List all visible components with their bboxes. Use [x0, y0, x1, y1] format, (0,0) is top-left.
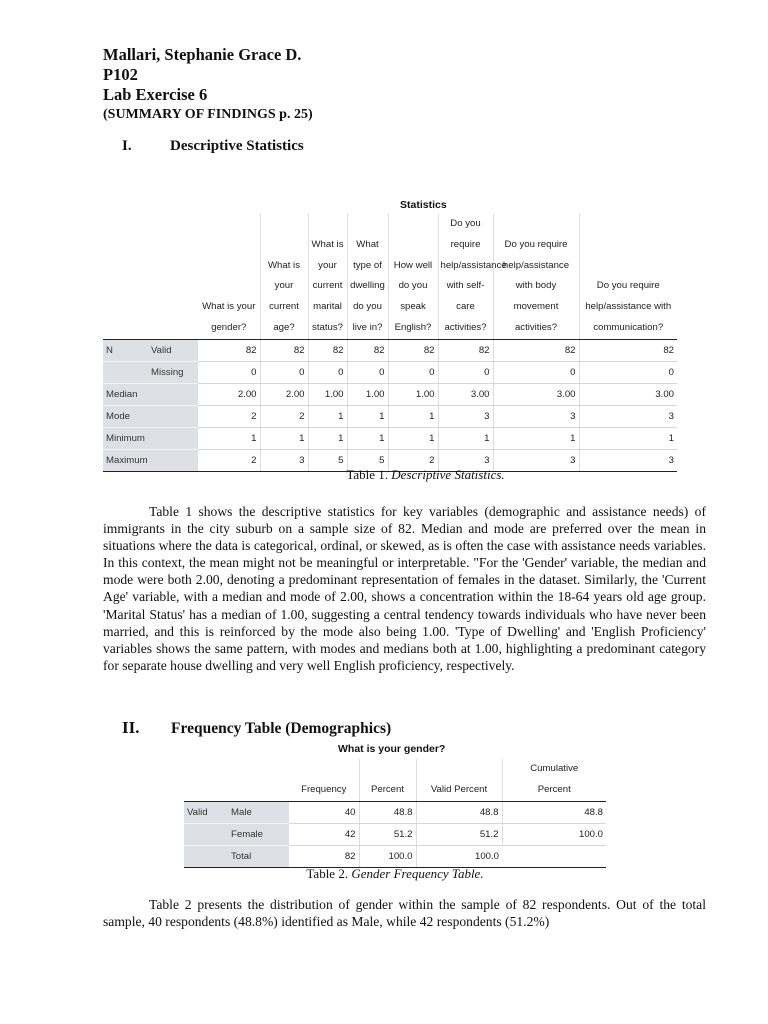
table-cell: 3	[579, 449, 677, 471]
row-label: Missing	[148, 361, 198, 383]
table-cell: 3	[260, 449, 308, 471]
table-row	[103, 427, 748, 449]
table1-header-row	[103, 214, 748, 339]
table-row	[184, 823, 606, 845]
column-header: What type of dwelling do you live in?	[347, 214, 388, 339]
column-header: Frequency	[289, 759, 359, 801]
table-row	[103, 339, 748, 361]
row-label: Median	[103, 383, 198, 405]
table-cell: 82	[260, 339, 308, 361]
table-cell: 3.00	[579, 383, 677, 405]
table-cell: 82	[493, 339, 579, 361]
table-cell: 48.8	[359, 801, 416, 823]
column-header: What is your current marital status?	[308, 214, 347, 339]
section-number: II.	[122, 718, 140, 737]
column-header: Do you require help/assistance with body movement activities?	[493, 214, 579, 339]
table1-title: Statistics	[400, 199, 447, 211]
table-cell: 1	[347, 427, 388, 449]
table-row	[103, 405, 748, 427]
statistics-table	[103, 214, 748, 472]
table-row	[103, 383, 748, 405]
paragraph-2: Table 2 presents the distribution of gender within the sample of 82 respondents. Out of the total sample, 40 respondents (48.8%) identified as Male, while 42 respondents (51.2%)	[103, 897, 706, 930]
table-row	[103, 361, 748, 383]
row-label: Total	[228, 845, 289, 867]
table-cell: 1	[388, 427, 438, 449]
table-cell: 1.00	[347, 383, 388, 405]
table2-caption: Table 2. Gender Frequency Table.	[306, 866, 484, 881]
table-cell: 0	[347, 361, 388, 383]
table2-header-row	[184, 759, 606, 801]
gender-frequency-table	[184, 759, 606, 868]
table-cell: 0	[493, 361, 579, 383]
row-group-label: Valid	[184, 801, 228, 823]
table-cell: 1	[347, 405, 388, 427]
table-cell: 40	[289, 801, 359, 823]
column-header: Do you require help/assistance with communication?	[579, 214, 677, 339]
exercise-title: Lab Exercise 6	[103, 85, 208, 104]
table-cell: 0	[388, 361, 438, 383]
table-cell: 82	[347, 339, 388, 361]
table-cell: 1	[308, 405, 347, 427]
row-label: Maximum	[103, 449, 198, 471]
document-header	[103, 45, 313, 125]
table-cell: 1	[388, 405, 438, 427]
table-cell: 82	[579, 339, 677, 361]
table-cell: 3	[493, 405, 579, 427]
author-name: Mallari, Stephanie Grace D.	[103, 45, 302, 64]
column-header: What is your current age?	[260, 214, 308, 339]
table-cell: 3	[438, 449, 493, 471]
table1-caption: Table 1. Descriptive Statistics.	[346, 467, 505, 482]
table-cell	[502, 845, 606, 867]
table-cell: 3.00	[493, 383, 579, 405]
table-cell: 0	[260, 361, 308, 383]
table-cell: 1	[308, 427, 347, 449]
table-cell: 1	[579, 427, 677, 449]
table-cell: 2.00	[260, 383, 308, 405]
table-cell: 100.0	[502, 823, 606, 845]
table-cell: 1	[438, 427, 493, 449]
table-cell: 0	[438, 361, 493, 383]
section-number: I.	[122, 138, 132, 154]
table-cell: 2	[198, 405, 260, 427]
table-row	[184, 801, 606, 823]
row-group-label	[184, 823, 228, 845]
row-group-label: N	[103, 339, 148, 361]
column-header: Do you require help/assistance with self-care activities?	[438, 214, 493, 339]
table-cell: 100.0	[359, 845, 416, 867]
table-cell: 42	[289, 823, 359, 845]
table-cell: 82	[308, 339, 347, 361]
table-cell: 5	[347, 449, 388, 471]
table-cell: 3	[493, 449, 579, 471]
table-row	[184, 845, 606, 867]
column-header: What is your gender?	[198, 214, 260, 339]
table-cell: 82	[438, 339, 493, 361]
row-label: Female	[228, 823, 289, 845]
row-group-label	[103, 361, 148, 383]
table-cell: 2	[260, 405, 308, 427]
course-code: P102	[103, 65, 138, 84]
table-cell: 82	[388, 339, 438, 361]
table-cell: 0	[579, 361, 677, 383]
table-cell: 100.0	[416, 845, 502, 867]
table-cell: 2	[388, 449, 438, 471]
table-cell: 5	[308, 449, 347, 471]
table-cell: 48.8	[416, 801, 502, 823]
column-header: Cumulative Percent	[502, 759, 606, 801]
table-cell: 82	[289, 845, 359, 867]
row-label: Male	[228, 801, 289, 823]
table-cell: 0	[198, 361, 260, 383]
section-heading-1	[122, 138, 304, 155]
table-cell: 1.00	[388, 383, 438, 405]
table-cell: 3	[579, 405, 677, 427]
table-cell: 1	[260, 427, 308, 449]
section-title: Descriptive Statistics	[170, 138, 304, 154]
document-subtitle: (SUMMARY OF FINDINGS p. 25)	[103, 107, 313, 122]
table-cell: 3.00	[438, 383, 493, 405]
table-cell: 0	[308, 361, 347, 383]
table-cell: 51.2	[359, 823, 416, 845]
column-header: Percent	[359, 759, 416, 801]
table-cell: 1	[493, 427, 579, 449]
table-cell: 3	[438, 405, 493, 427]
table-cell: 1	[198, 427, 260, 449]
section-title: Frequency Table (Demographics)	[171, 720, 392, 737]
column-header: How well do you speak English?	[388, 214, 438, 339]
row-group-label	[184, 845, 228, 867]
column-header: Valid Percent	[416, 759, 502, 801]
table-cell: 2.00	[198, 383, 260, 405]
row-label: Valid	[148, 339, 198, 361]
table-cell: 1.00	[308, 383, 347, 405]
paragraph-1: Table 1 shows the descriptive statistics for key variables (demographic and assistance needs) of immigrants in the city suburb on a sample size of 82. Median and mode are preferred over the mean in situations where the data is categorical, ordinal, or skewed, as is often the case with assistance needs variables. In this context, the mean might not be meaningful or interpretable. "For the 'Gender' variable, the median and mode were both 2.00, denoting a predominant representation of females in the dataset. Similarly, the 'Current Age' variable, with a median and mode of 2.00, shows a concentration within the 18-64 years old age group. 'Marital Status' has a median of 1.00, suggesting a central tendency towards individuals who have never been married, and this is reinforced by the mode also being 1.00. 'Type of Dwelling' and 'English Proficiency' variables shows the same pattern, with modes and medians both at 1.00, highlighting a predominant category for separate house dwelling and very well English proficiency, respectively.	[103, 504, 706, 673]
section-heading-2	[122, 718, 391, 738]
table-cell: 82	[198, 339, 260, 361]
table-cell: 48.8	[502, 801, 606, 823]
row-label: Minimum	[103, 427, 198, 449]
table-cell: 51.2	[416, 823, 502, 845]
table-cell: 2	[198, 449, 260, 471]
table2-title: What is your gender?	[338, 743, 446, 755]
row-label: Mode	[103, 405, 198, 427]
